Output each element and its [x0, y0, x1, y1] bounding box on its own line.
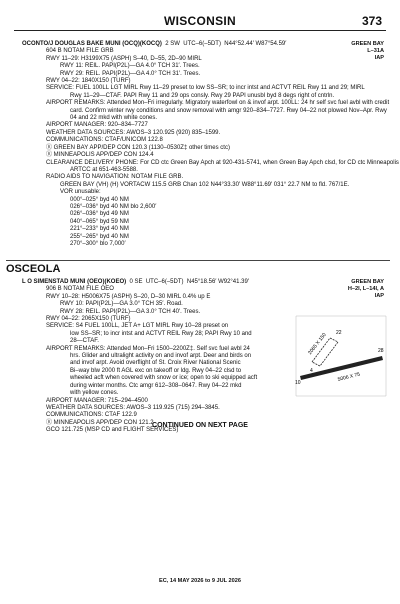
airport-title: OCONTO/J DOUGLAS BAKE MUNI	[22, 41, 121, 47]
entry-line: Ⓡ MINNEAPOLIS APP/DEP CON 121.2	[46, 419, 154, 426]
rwy-b-label: 5006 X 75	[337, 371, 361, 383]
entry-line: low SS–SR; to incr intst and ACTVT REIL Rwy 28; PAPI Rwy 10 and	[70, 330, 252, 337]
airport-coords: N45°18.56′ W92°41.39′	[186, 279, 249, 285]
airport-location: 0 SE	[129, 279, 143, 285]
airport-utc: UTC–6(–5DT)	[145, 279, 184, 285]
entry-line: AIRPORT MANAGER: 920–834–7727	[46, 122, 148, 129]
entry-line: COMMUNICATIONS: CTAF 122.9	[46, 412, 137, 419]
side-region: GREEN BAY	[351, 279, 384, 285]
entry-line: Bi–way blw 2000 ft AGL exc on takeoff or ldg. Rwy 04–22 clsd to	[70, 367, 242, 374]
entry-line: 28—CTAF.	[70, 338, 99, 345]
entry-line: 000°–025° byd 40 NM	[70, 196, 129, 203]
entry-line: and invof arpt. Avoid overflight of St. Croix River National Scenic	[70, 360, 241, 367]
entry-line: 026°–036° byd 49 NM	[70, 211, 129, 218]
entry-line: with yellow cones.	[70, 390, 119, 397]
entry-line: SERVICE: FUEL 100LL LGT MIRL Rwy 11–29 preset to low SS–SR; to incr intst and ACTVT REIL Rwy 11 and 29; MIRL	[46, 85, 365, 92]
diagram-frame	[296, 316, 386, 396]
entry-line: VOR unusable:	[60, 189, 101, 196]
airport-title: L O SIMENSTAD MUNI	[22, 279, 86, 285]
entry-line: AIRPORT MANAGER: 715–294–4500	[46, 397, 148, 404]
entry-line: RWY 11: REIL. PAPI(P2L)—GA 4.0° TCH 31′. Trees.	[60, 63, 200, 70]
entry-line: CLEARANCE DELIVERY PHONE: For CD ctc Green Bay Apch at 920-431-5741, when Green Bay Apch clsd, for CD ctc Minneapolis	[46, 159, 399, 166]
entry-line: RWY 29: REIL. PAPI(P2L)—GA 4.0° TCH 31′. Trees.	[60, 70, 201, 77]
entry-line: RWY 10: PAPI(P2L)—GA 3.0° TCH 35′. Road.	[60, 301, 183, 308]
entry-line: RADIO AIDS TO NAVIGATION: NOTAM FILE GRB.	[46, 174, 184, 181]
entry-line: RWY 28: REIL. PAPI(P2L)—GA 3.0° TCH 40′. Trees.	[60, 308, 201, 315]
effective-dates: EC, 14 MAY 2026 to 9 JUL 2026	[159, 578, 241, 584]
entry-line: WEATHER DATA SOURCES: AWOS–3 120.925 (920) 835–1599.	[46, 129, 221, 136]
entry-line: RWY 04–22: 2065X150 (TURF)	[46, 316, 131, 323]
entry-line: wheeled acft when covered with snow or ice; open to ski equipped acft	[70, 375, 258, 382]
side-chart: L–31A	[367, 48, 384, 55]
entry-line: RWY 11–29: H3199X75 (ASPH) S–40, D–55, 2D–90 MIRL	[46, 55, 202, 62]
airport-ids: (OCQ)(KOCQ)	[122, 41, 162, 47]
oconto-side	[351, 41, 384, 63]
airport-coords: N44°52.44′ W87°54.59′	[224, 41, 287, 47]
airport-line2: 604 B NOTAM FILE GRB	[46, 48, 114, 55]
rwy-end-28: 28	[378, 348, 384, 354]
continued-note: CONTINUED ON NEXT PAGE	[152, 422, 248, 429]
entry-line: 255°–265° byd 40 NM	[70, 233, 129, 240]
entry-line: GCO 121.725 (MSP CD and FLIGHT SERVICES)	[46, 427, 179, 434]
airport-line2: 906 B NOTAM FILE OEO	[46, 286, 114, 293]
entry-line: ARTCC at 651-463-5588.	[70, 166, 138, 173]
rwy-end-10: 10	[295, 380, 301, 386]
section-rule	[6, 260, 390, 261]
entry-line: hrs. Glider and ultralight activity on and invof arpt. Deer and birds on	[70, 353, 252, 360]
header-rule	[14, 30, 386, 31]
entry-line: 221°–233° byd 40 NM	[70, 226, 129, 233]
entry-line: card. Confirm winter rwy conditions and snow removal with amgr 920–834–7727. Rwy 04–22 not plowed Nov–Apr. Rwy	[70, 107, 387, 114]
airport-utc: UTC–6(–5DT)	[183, 41, 221, 47]
side-region: GREEN BAY	[351, 41, 384, 47]
entry-line: GREEN BAY (VH) (H) VORTACW 115.5 GRB Chan 102 N44°33.30′ W88°11.69′ 031° 22.7 NM to fld. 767/1E.	[60, 181, 350, 188]
page-number: 373	[361, 14, 382, 28]
entry-line: 270°–300° blo 7,000′	[70, 240, 126, 247]
airport-ids: (OEO)(KOEO)	[87, 279, 127, 285]
entry-line: WEATHER DATA SOURCES: AWOS–3 119.925 (715) 294–3845.	[46, 404, 220, 411]
city-section: OSCEOLA	[6, 263, 61, 275]
entry-line: SERVICE: S4 FUEL 100LL, JET A+ LGT MIRL Rwy 10–28 preset on	[46, 323, 229, 330]
osceola-side	[348, 279, 384, 301]
entry-line: COMMUNICATIONS: CTAF/UNICOM 122.8	[46, 137, 163, 144]
rwy-a-label: 2065 X 150	[307, 332, 328, 356]
state-header: WISCONSIN	[163, 14, 237, 28]
entry-line: AIRPORT REMARKS: Attended Mon–Fri 1500–2200Z‡. Self svc fuel avbl 24	[46, 345, 250, 352]
entry-line: Rwy 11–29—CTAF. PAPI Rwy 11 and 29 ops consly. Rwy 29 PAPI unusbl byd 8 degs right of cntrln.	[70, 92, 335, 99]
entry-line: 04 and 22 mkd with white cones.	[70, 115, 158, 122]
entry-line: 040°–065° byd 59 NM	[70, 218, 129, 225]
entry-line: 026°–036° byd 40 NM blo 2,600′	[70, 203, 157, 210]
rwy-end-22: 22	[336, 330, 342, 336]
entry-line: Ⓡ MINNEAPOLIS APP/DEP CON 124.4	[46, 152, 154, 159]
side-iap: IAP	[374, 293, 384, 300]
entry-line: Ⓡ GREEN BAY APP/DEP CON 120.3 (1130–0530Z‡ other times ctc)	[46, 144, 230, 151]
entry-line: RWY 04–22: 1840X150 (TURF)	[46, 78, 131, 85]
rwy-end-4: 4	[310, 368, 313, 374]
side-chart: H–2I, L–14I, A	[347, 286, 384, 293]
entry-line: during winter months. Ctc amgr 612–308–0647. Rwy 04–22 mkd	[70, 382, 242, 389]
airport-diagram	[290, 310, 390, 400]
entry-line: AIRPORT REMARKS: Attended Mon–Fri irregularly. Migratory waterfowl on & invof arpt. 100LL: 24 hr self svc fuel avbl with credit	[46, 100, 390, 107]
airport-location: 2 SW	[165, 41, 180, 47]
entry-line: RWY 10–28: H5006X75 (ASPH) S–20, D–30 MIRL 0.4% up E	[46, 293, 211, 300]
side-iap: IAP	[374, 55, 384, 62]
